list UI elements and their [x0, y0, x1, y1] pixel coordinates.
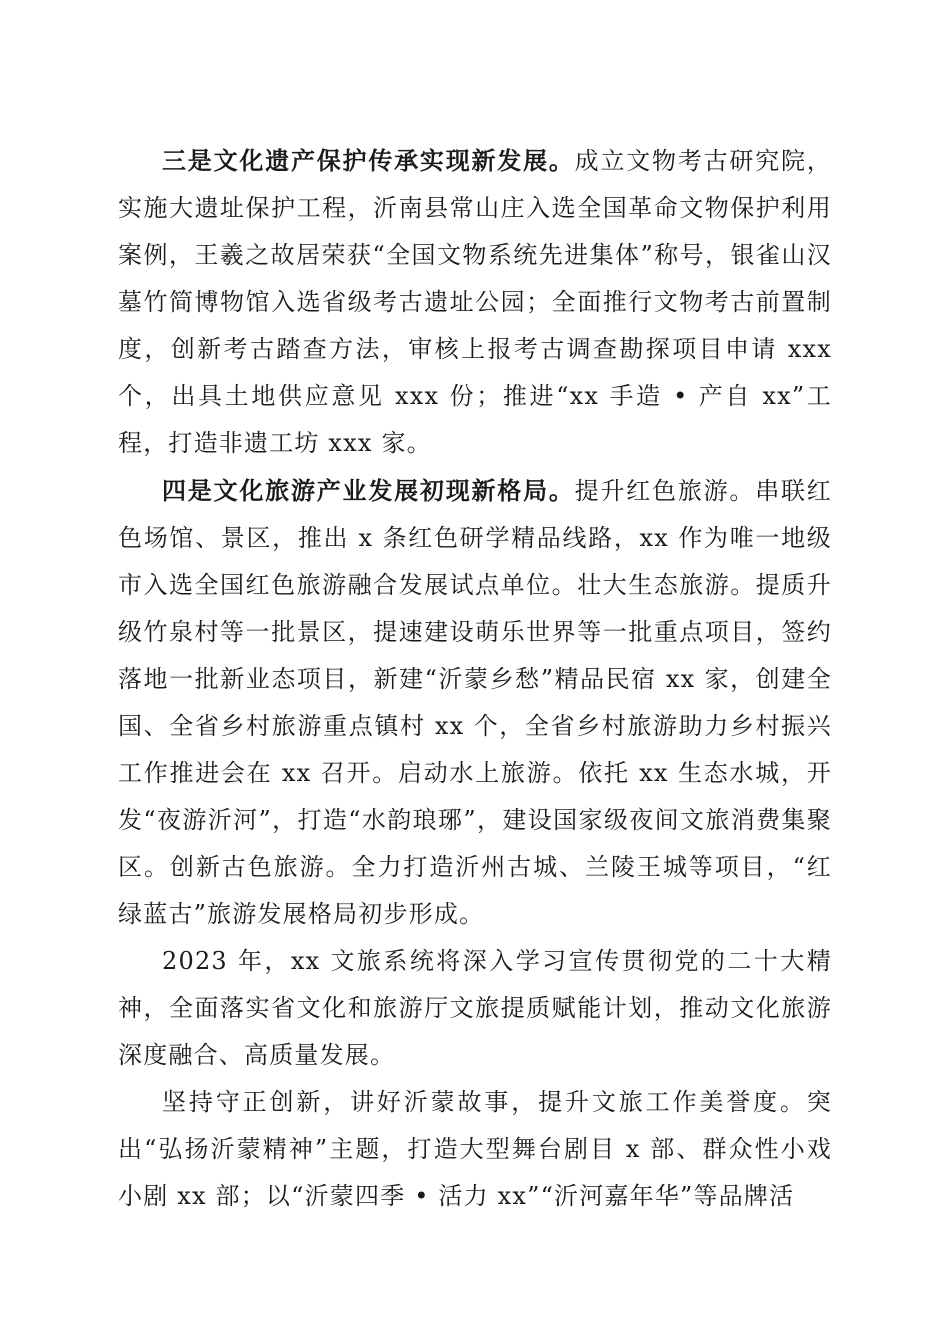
paragraph-tourism-industry — [118, 467, 832, 938]
paragraph-body: 坚持守正创新，讲好沂蒙故事，提升文旅工作美誉度。突出“弘扬沂蒙精神”主题，打造大型舞台剧目 x 部、群众性小戏小剧 xx 部；以“沂蒙四季 • 活力 xx”“沂河嘉年华”等品牌活 — [118, 1088, 832, 1210]
paragraph-body: 成立文物考古研究院，实施大遗址保护工程，沂南县常山庄入选全国革命文物保护利用案例，王羲之故居荣获“全国文物系统先进集体”称号，银雀山汉墓竹简博物馆入选省级考古遗址公园；全面推行文物考古前置制度，创新考古踏查方法，审核上报考古调查勘探项目申请 xxx 个，出具土地供应意见 xxx 份；推进“xx 手造 • 产自 xx”工程，打造非遗工坊 xxx 家。 — [118, 147, 832, 457]
paragraph-2023-plan — [118, 938, 832, 1079]
paragraph-innovation — [118, 1079, 832, 1220]
paragraph-lead: 三是文化遗产保护传承实现新发展。 — [162, 146, 575, 175]
paragraph-lead: 四是文化旅游产业发展初现新格局。 — [162, 476, 575, 505]
paragraph-body: 提升红色旅游。串联红色场馆、景区，推出 x 条红色研学精品线路，xx 作为唯一地级市入选全国红色旅游融合发展试点单位。壮大生态旅游。提质升级竹泉村等一批景区，提速建设萌乐世界等一批重点项目，签约落地一批新业态项目，新建“沂蒙乡愁”精品民宿 xx 家，创建全国、全省乡村旅游重点镇村 xx 个，全省乡村旅游助力乡村振兴工作推进会在 xx 召开。启动水上旅游。依托 xx 生态水城，开发“夜游沂河”，打造“水韵琅琊”，建设国家级夜间文旅消费集聚区。创新古色旅游。全力打造沂州古城、兰陵王城等项目，“红绿蓝古”旅游发展格局初步形成。 — [118, 477, 832, 928]
paragraph-cultural-heritage — [118, 137, 832, 467]
paragraph-body: 2023 年，xx 文旅系统将深入学习宣传贯彻党的二十大精神，全面落实省文化和旅游厅文旅提质赋能计划，推动文化旅游深度融合、高质量发展。 — [118, 947, 832, 1069]
document-page — [118, 137, 832, 1220]
